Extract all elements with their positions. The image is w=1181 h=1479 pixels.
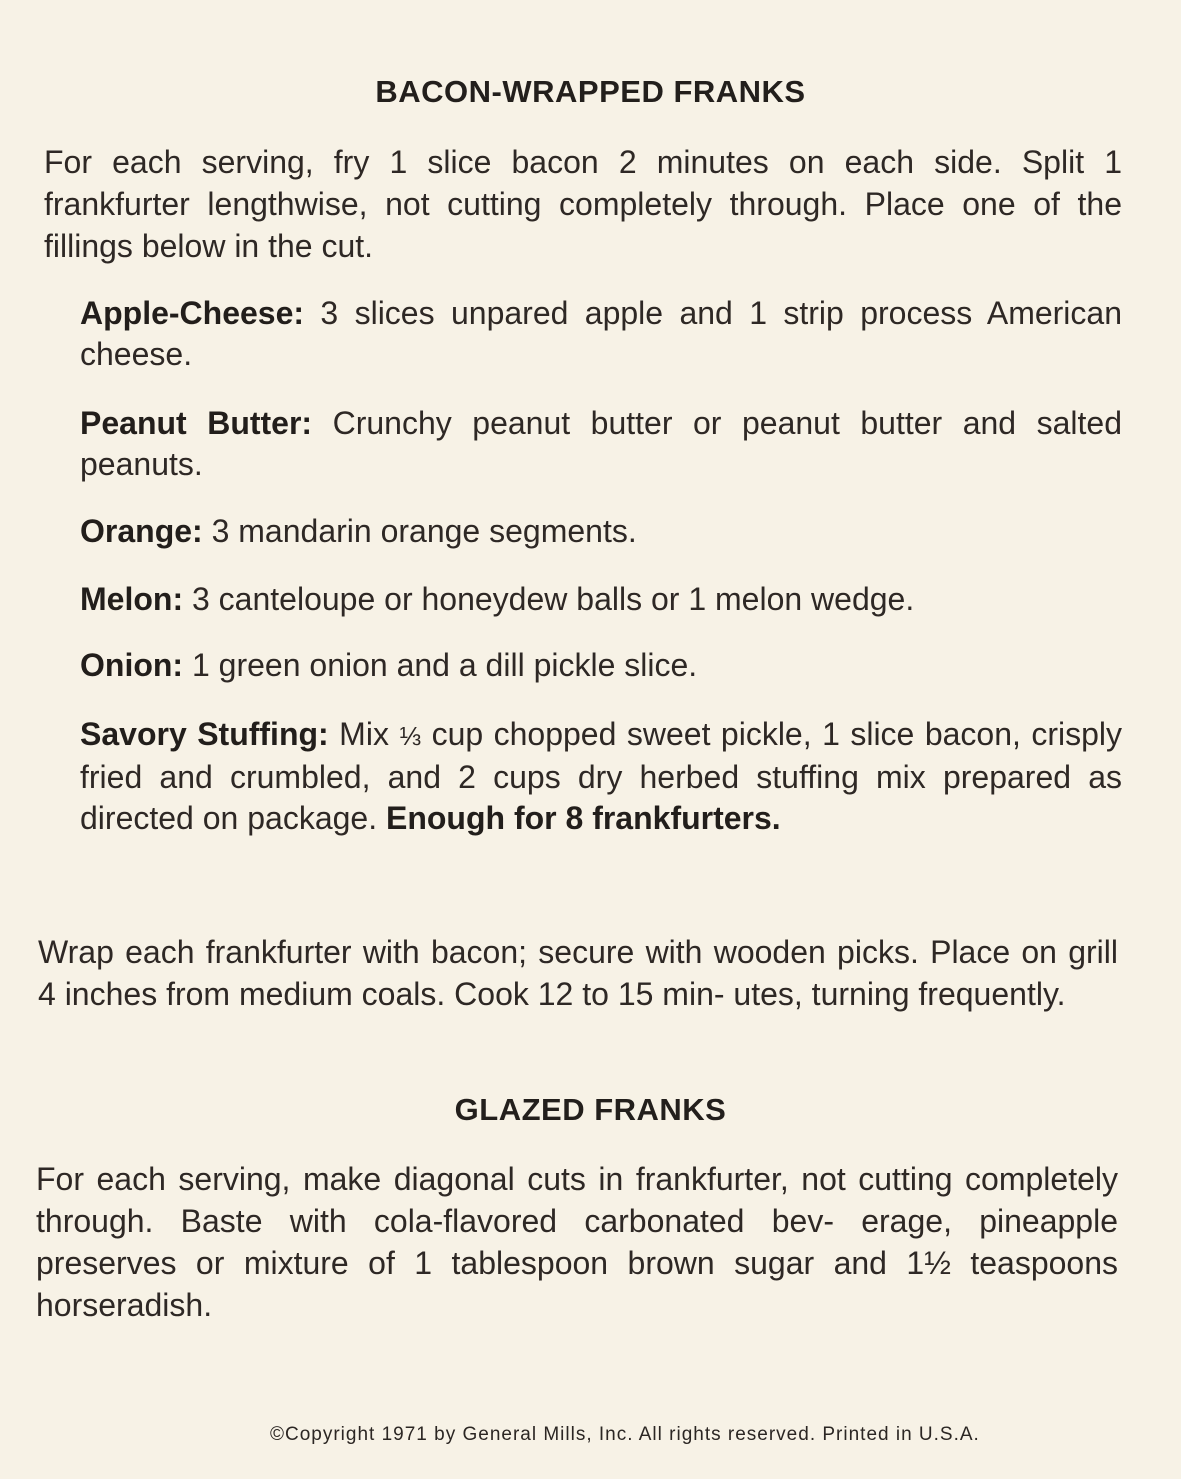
filling-text-before-fraction: Mix [339, 716, 389, 752]
filling-text: 3 mandarin orange segments. [211, 513, 637, 549]
copyright-notice: ©Copyright 1971 by General Mills, Inc. All rights reserved. Printed in U.S.A. [270, 1424, 980, 1445]
recipe-intro: For each serving, fry 1 slice bacon 2 minutes on each side. Split 1 frankfurter lengthwise, not cutting completely through. Place one of the fillings below in the cut. [44, 144, 1122, 264]
filling-name: Apple-Cheese: [80, 295, 305, 331]
filling-text: 3 canteloupe or honeydew balls or 1 melon wedge. [191, 581, 915, 617]
recipe-title-bacon-wrapped-franks: BACON-WRAPPED FRANKS [375, 74, 806, 109]
filling-name: Melon: [80, 581, 184, 617]
recipe-title-glazed-franks: GLAZED FRANKS [454, 1092, 727, 1127]
filling-peanut-butter [80, 403, 1122, 485]
recipe-directions: Wrap each frankfurter with bacon; secure with wooden picks. Place on grill 4 inches from medium coals. Cook 12 to 15 min- utes, turning frequently. [38, 934, 1118, 1012]
filling-onion [80, 645, 1122, 686]
filling-apple-cheese [80, 293, 1122, 375]
yield-note: Enough for 8 frankfurters. [385, 800, 781, 836]
filling-text: 3 slices unpared apple and 1 strip process American cheese. [80, 295, 1123, 372]
filling-name: Peanut Butter: [80, 405, 313, 441]
filling-text: Crunchy peanut butter or peanut butter and salted peanuts. [80, 405, 1122, 482]
fraction: ⅓ [399, 721, 422, 751]
filling-melon [80, 579, 1122, 620]
filling-name: Orange: [80, 513, 203, 549]
filling-orange [80, 511, 1122, 552]
filling-text: 1 green onion and a dill pickle slice. [191, 647, 698, 683]
filling-text: cup chopped sweet pickle, 1 slice bacon, crisply fried and crumbled, and 2 cups dry herbed stuffing mix prepared as directed on package. [80, 716, 1123, 836]
filling-name: Onion: [80, 647, 184, 683]
filling-name: Savory Stuffing: [80, 716, 329, 752]
filling-savory-stuffing [80, 714, 1122, 839]
glazed-franks-text: For each serving, make diagonal cuts in frankfurter, not cutting completely through. Baste with cola-flavored carbonated bev- erage, pineapple preserves or mixture of 1 tablespoon brown sugar and 1½ teaspoons horseradish. [36, 1161, 1118, 1323]
